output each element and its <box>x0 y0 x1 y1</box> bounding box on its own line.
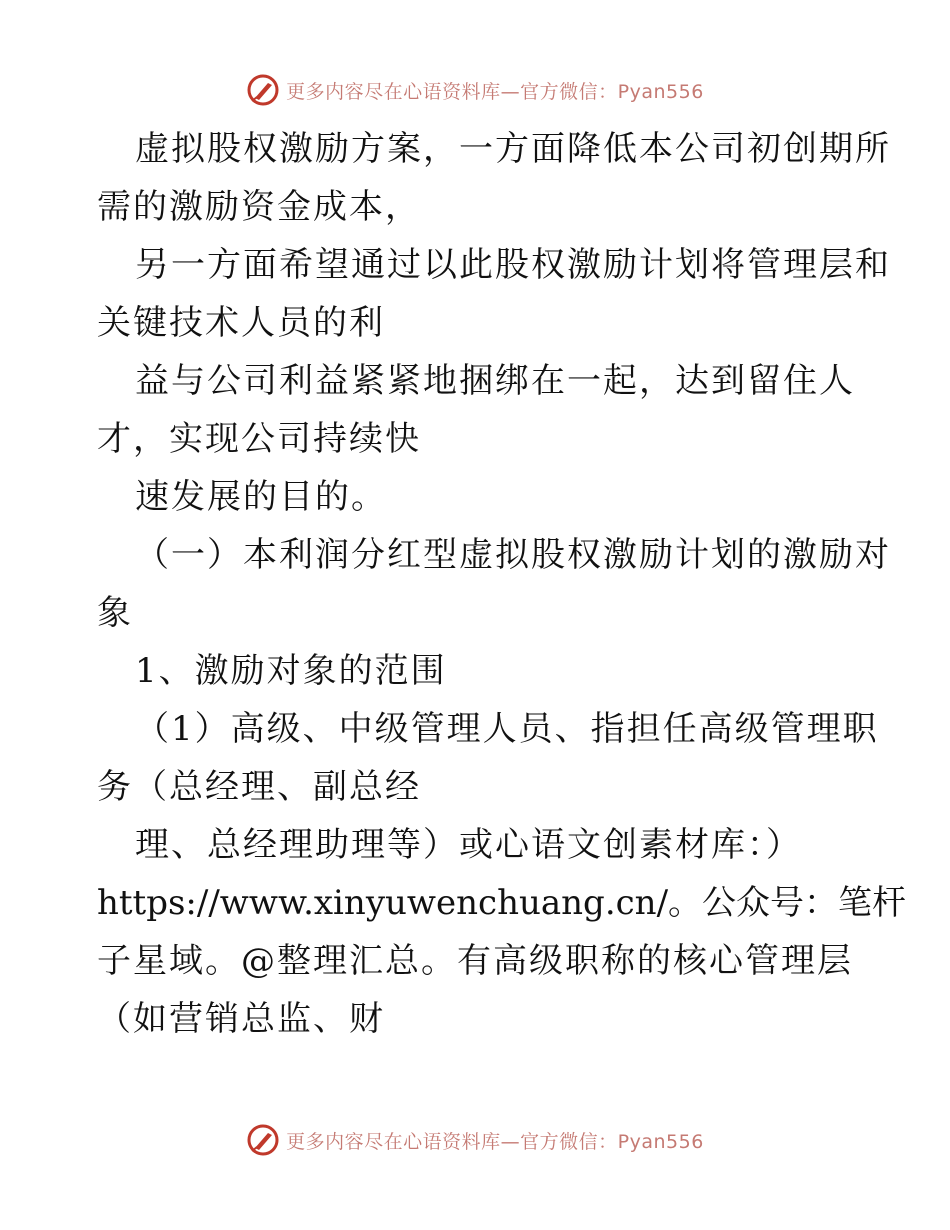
text-line: 理、总经理助理等）或心语文创素材库：） <box>135 825 802 865</box>
text-line: 关键技术人员的利 <box>97 303 385 343</box>
text-line: 1、激励对象的范围 <box>135 651 447 691</box>
text-line: 务（总经理、副总经 <box>97 767 421 807</box>
text-line: 益与公司利益紧紧地捆绑在一起，达到留住人 <box>135 361 855 401</box>
text-line: （1）高级、中级管理人员、指担任高级管理职 <box>135 709 879 749</box>
text-line: 速发展的目的。 <box>135 477 387 517</box>
text-line: 象 <box>97 593 133 633</box>
text-line: （一）本利润分红型虚拟股权激励计划的激励对 <box>135 535 891 575</box>
text-line: 另一方面希望通过以此股权激励计划将管理层和 <box>135 245 891 285</box>
watermark-text: 更多内容尽在心语资料库—官方微信：Pyan556 <box>286 80 704 103</box>
footer-watermark <box>0 1120 950 1160</box>
text-line: 才，实现公司持续快 <box>97 419 421 459</box>
document-body <box>97 120 907 1048</box>
text-line-url: https://www.xinyuwenchuang.cn/。公众号：笔杆 <box>97 883 907 923</box>
quill-logo-icon <box>246 1123 280 1157</box>
text-line: 子星域。@整理汇总。有高级职称的核心管理层 <box>97 941 853 981</box>
text-line: （如营销总监、财 <box>97 999 385 1039</box>
text-line: 需的激励资金成本， <box>97 187 421 227</box>
watermark-text: 更多内容尽在心语资料库—官方微信：Pyan556 <box>286 1130 704 1153</box>
quill-logo-icon <box>246 73 280 107</box>
header-watermark <box>0 70 950 110</box>
text-line: 虚拟股权激励方案，一方面降低本公司初创期所 <box>135 129 891 169</box>
